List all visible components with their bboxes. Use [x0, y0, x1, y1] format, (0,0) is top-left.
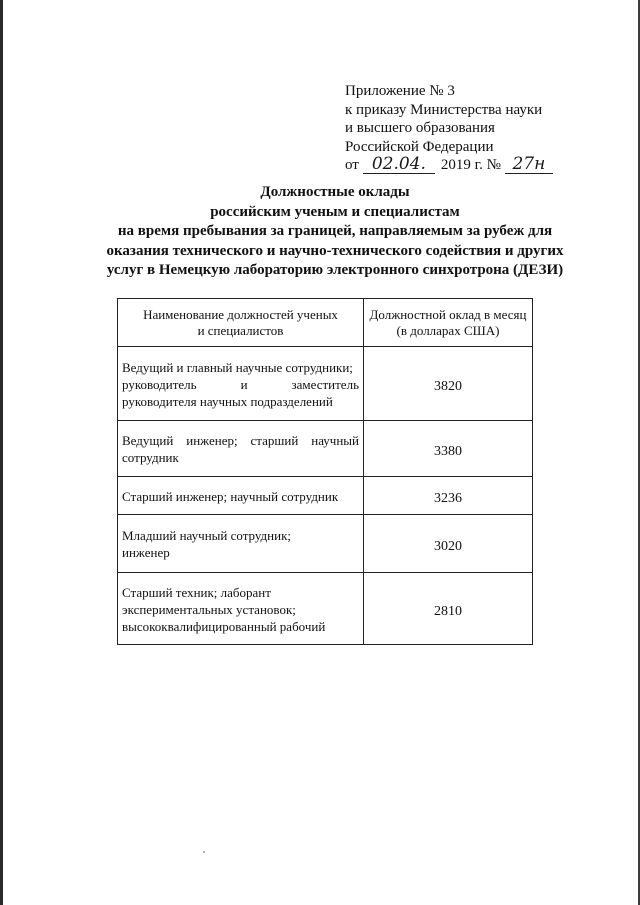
header-position [118, 299, 364, 347]
position-line: Старший техник; лаборант [122, 584, 271, 600]
table-row [118, 477, 533, 515]
appendix-ministry-line: и высшего образования [345, 120, 495, 136]
header-salary [364, 299, 533, 347]
position-cell [118, 515, 364, 573]
year-text: 2019 г. № [440, 157, 501, 173]
header-salary-line-2: (в долларах США) [396, 323, 500, 338]
appendix-country-line: Российской Федерации [345, 138, 494, 155]
position-line: руководитель и заместитель [122, 376, 359, 392]
position-cell [118, 347, 364, 421]
position-cell [118, 421, 364, 477]
appendix-date-line [345, 156, 553, 175]
salary-table [117, 298, 533, 645]
table-row [118, 573, 533, 645]
appendix-order-line: к приказу Министерства науки [345, 101, 543, 118]
appendix-header [345, 82, 553, 175]
position-cell [118, 573, 364, 645]
header-position-line-1: Наименование должностей ученых [143, 307, 338, 322]
table-header-row [118, 299, 533, 347]
position-line: Старший инженер; научный сотрудник [122, 488, 339, 504]
appendix-number: Приложение № 3 [345, 83, 455, 99]
title-line-4: оказания технического и научно-технического содействия и других [106, 242, 564, 259]
table-row [118, 515, 533, 573]
position-line: руководителя научных подразделений [122, 393, 333, 409]
salary-cell: 3380 [364, 421, 533, 477]
position-line: инженер [122, 545, 170, 560]
document-title [40, 183, 630, 281]
salary-cell: 3820 [364, 347, 533, 421]
position-cell [118, 477, 364, 515]
scan-speck [203, 851, 205, 853]
handwritten-date: 02.04. [363, 156, 435, 174]
position-line: Ведущий инженер; старший научный [122, 433, 359, 448]
salary-cell: 3020 [364, 515, 533, 573]
salary-cell: 2810 [364, 573, 533, 645]
handwritten-order-number: 27н [505, 156, 553, 174]
position-line: сотрудник [122, 450, 179, 465]
position-line: Ведущий и главный научные сотрудники; [122, 359, 353, 375]
table-row [118, 347, 533, 421]
position-line: высококвалифицированный рабочий [122, 618, 326, 634]
header-position-line-2: и специалистов [197, 323, 284, 338]
date-prefix: от [345, 157, 359, 173]
position-line: экспериментальных установок; [122, 601, 296, 617]
header-salary-line-1: Должностной оклад в месяц [369, 307, 527, 322]
title-line-1: Должностные оклады [260, 184, 410, 200]
position-line: Младший научный сотрудник; [122, 528, 292, 543]
title-line-5: услуг в Немецкую лабораторию электронного синхротрона (ДЕЗИ) [106, 262, 564, 278]
title-line-2: российским ученым и специалистам [210, 203, 460, 220]
scan-edge-left [0, 0, 3, 905]
table-row [118, 421, 533, 477]
title-line-3: на время пребывания за границей, направляемым за рубеж для [117, 223, 553, 239]
salary-cell: 3236 [364, 477, 533, 515]
